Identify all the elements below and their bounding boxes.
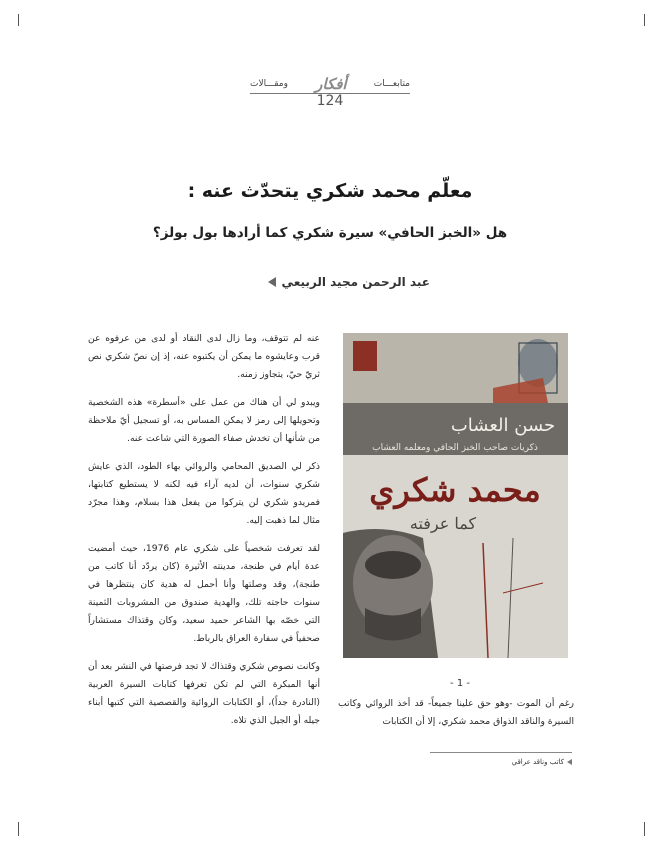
footnote-rule (430, 752, 572, 753)
crop-mark-top-right (644, 14, 645, 26)
crop-mark-bottom-left (18, 822, 19, 836)
article-subtitle: هل «الخبز الحافي» سيرة شكري كما أرادها بول بولز؟ (152, 225, 508, 241)
author-byline (240, 275, 430, 289)
body-paragraph: ذكر لي الصديق المحامي والروائي بهاء الطود، الذي عايش شكري سنوات، أن لديه آراء فيه لكنه لا يستطيع كتابتها، فمريدو شكري لن يتركوا من يفعل هذا بسلام، وهذا مجرّد مثال لما ذهبت إليه. (88, 461, 320, 526)
author-name: عبد الرحمن مجيد الربيعي (281, 275, 430, 289)
footnote-text: كاتب وناقد عراقي (511, 758, 564, 766)
article-title: معلّم محمد شكري يتحدّث عنه : (187, 180, 473, 202)
header-row (250, 76, 410, 92)
crop-mark-bottom-right (644, 822, 645, 836)
header-right-label: ومقـــالات (250, 79, 288, 89)
magazine-logo: أفكار (315, 75, 347, 93)
crop-mark-top-left (18, 14, 19, 26)
cover-subtitle: ذكريات صاحب الخبز الحافي ومعلمه العشاب (372, 443, 538, 453)
triangle-bullet-icon (268, 277, 276, 287)
intro-paragraph: رغم أن الموت -وهو حق علينا جميعاً- قد أخذ الروائي وكاتب السيرة والناقد الذواق محمد شكري، إلا أن الكتابات (338, 698, 574, 727)
cover-title: محمد شكري (369, 471, 541, 509)
book-cover-image (343, 333, 568, 658)
footnote-triangle-icon (567, 759, 572, 765)
body-paragraph: ويبدو لي أن هناك من عمل على «أسطرة» هذه الشخصية وتحويلها إلى رمز لا يمكن المساس به، أو تسجيل أيّ ملاحظة من شأنها أن تخدش صفاء الصورة التي شاعت عنه. (88, 397, 320, 444)
body-paragraph: وكانت نصوص شكري وقتذاك لا تجد فرصتها في النشر بعد أن أنها المبكرة التي لم تكن تعرفها كتابات السيرة العربية (النادرة جداً)، أو الكتابات الروائية والقصصية التي كتبها أبناء جيله أو الجيل الذي تلاه. (88, 661, 320, 726)
body-paragraph: لقد تعرفت شخصياً على شكري عام 1976، حيث أمضيت عدة أيام في طنجة، مدينته الأثيرة (كان يردّد أنا كاتب من طنجة)، وقد وصلتها وأنا أحمل له هدية كان ينتظرها في سنوات حاجته تلك، والهدية صندوق من المشروبات الثمينة التي خصّه بها الشاعر حميد سعيد، وكان وقتذاك مستشاراً صحفياً في سفارة العراق بالرباط. (88, 543, 320, 644)
image-caption: - 1 - (450, 678, 470, 689)
cover-author: حسن العشاب (450, 415, 556, 436)
running-header (250, 70, 410, 110)
body-column (88, 330, 320, 740)
publisher-badge (353, 341, 377, 371)
header-left-label: متابعـــات (373, 79, 410, 89)
author-footnote (440, 758, 572, 766)
page-number: 124 (316, 93, 344, 109)
book-cover-illustration (343, 333, 568, 658)
body-paragraph: عنه لم تتوقف، وما زال لدى النقاد أو لدى من عرفوه عن قرب وعايشوه ما يمكن أن يكتبوه عنه، إذ إن نصّ شكري نص ثريّ حيّ، يتجاوز زمنه. (88, 333, 320, 380)
intro-column (338, 695, 574, 731)
cover-title-sub: كما عرفته (409, 514, 477, 533)
